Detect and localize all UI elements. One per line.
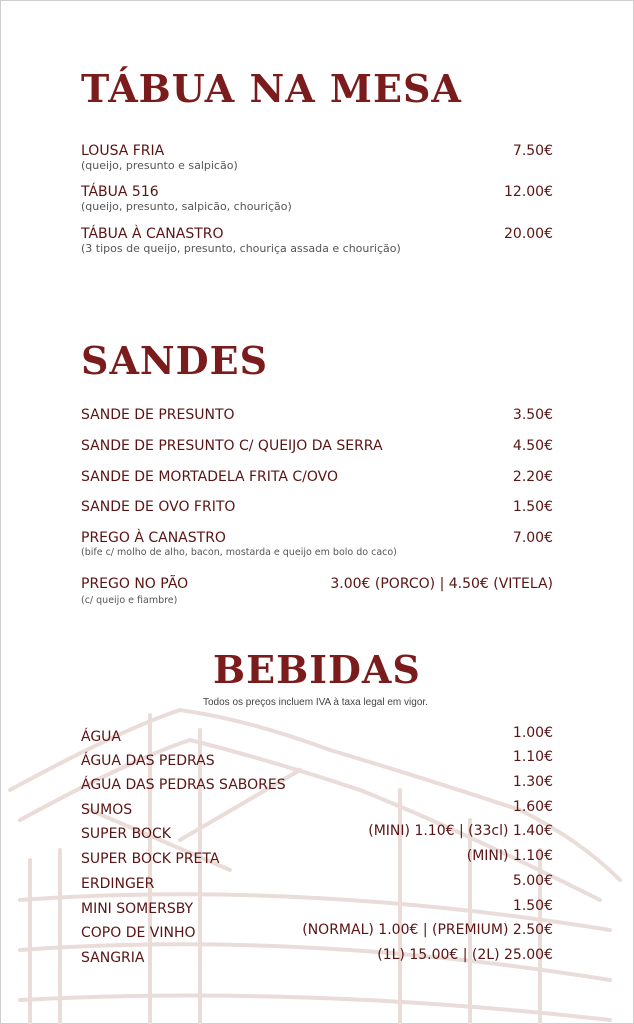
item-description: (queijo, presunto, salpicão, chourição) <box>81 200 292 213</box>
item-price: 1.50€ <box>512 898 553 914</box>
section-title-bebidas: BEBIDAS <box>213 647 421 692</box>
item-name: TÁBUA À CANASTRO <box>81 226 224 242</box>
item-price: 1.00€ <box>512 725 553 741</box>
item-description: (3 tipos de queijo, presunto, chouriça assada e chourição) <box>81 242 401 255</box>
item-name: PREGO À CANASTRO <box>81 530 226 546</box>
item-price: (MINI) 1.10€ <box>466 848 553 864</box>
item-price: 5.00€ <box>512 873 553 889</box>
item-name: LOUSA FRIA <box>81 143 165 159</box>
item-price: (1L) 15.00€ | (2L) 25.00€ <box>377 947 553 963</box>
item-price: (NORMAL) 1.00€ | (PREMIUM) 2.50€ <box>302 922 553 938</box>
item-name: TÁBUA 516 <box>81 184 159 200</box>
item-name: SANGRIA <box>81 950 145 966</box>
item-price: 3.00€ (PORCO) | 4.50€ (VITELA) <box>330 576 553 592</box>
item-price: 1.30€ <box>512 774 553 790</box>
item-price: 1.10€ <box>512 749 553 765</box>
item-name: PREGO NO PÃO <box>81 576 189 592</box>
item-name: SUPER BOCK <box>81 826 171 842</box>
item-price: (MINI) 1.10€ | (33cl) 1.40€ <box>368 823 553 839</box>
item-name: SANDE DE PRESUNTO C/ QUEIJO DA SERRA <box>81 438 383 454</box>
item-name: ÁGUA <box>81 729 122 745</box>
item-name: ÁGUA DAS PEDRAS <box>81 753 215 769</box>
item-name: SANDE DE PRESUNTO <box>81 407 235 423</box>
item-name: COPO DE VINHO <box>81 925 196 941</box>
item-name: SUPER BOCK PRETA <box>81 851 220 867</box>
item-description: (bife c/ molho de alho, bacon, mostarda e queijo em bolo do caco) <box>81 547 397 558</box>
item-name: MINI SOMERSBY <box>81 901 194 917</box>
item-name: SANDE DE OVO FRITO <box>81 499 236 515</box>
item-name: SANDE DE MORTADELA FRITA C/OVO <box>81 469 338 485</box>
item-price: 3.50€ <box>512 407 553 423</box>
item-price: 7.50€ <box>512 143 553 159</box>
item-description: (queijo, presunto e salpicão) <box>81 159 238 172</box>
item-price: 20.00€ <box>504 226 553 242</box>
vat-note: Todos os preços incluem IVA à taxa legal em vigor. <box>203 697 428 708</box>
section-title-sandes: SANDES <box>81 338 269 383</box>
item-price: 7.00€ <box>512 530 553 546</box>
item-name: ÁGUA DAS PEDRAS SABORES <box>81 777 286 793</box>
item-name: SUMOS <box>81 802 133 818</box>
item-name: ERDINGER <box>81 876 155 892</box>
item-description: (c/ queijo e fiambre) <box>81 595 178 606</box>
item-price: 2.20€ <box>512 469 553 485</box>
item-price: 12.00€ <box>504 184 553 200</box>
item-price: 1.50€ <box>512 499 553 515</box>
item-price: 1.60€ <box>512 799 553 815</box>
section-title-tabua: TÁBUA NA MESA <box>81 66 462 111</box>
item-price: 4.50€ <box>512 438 553 454</box>
